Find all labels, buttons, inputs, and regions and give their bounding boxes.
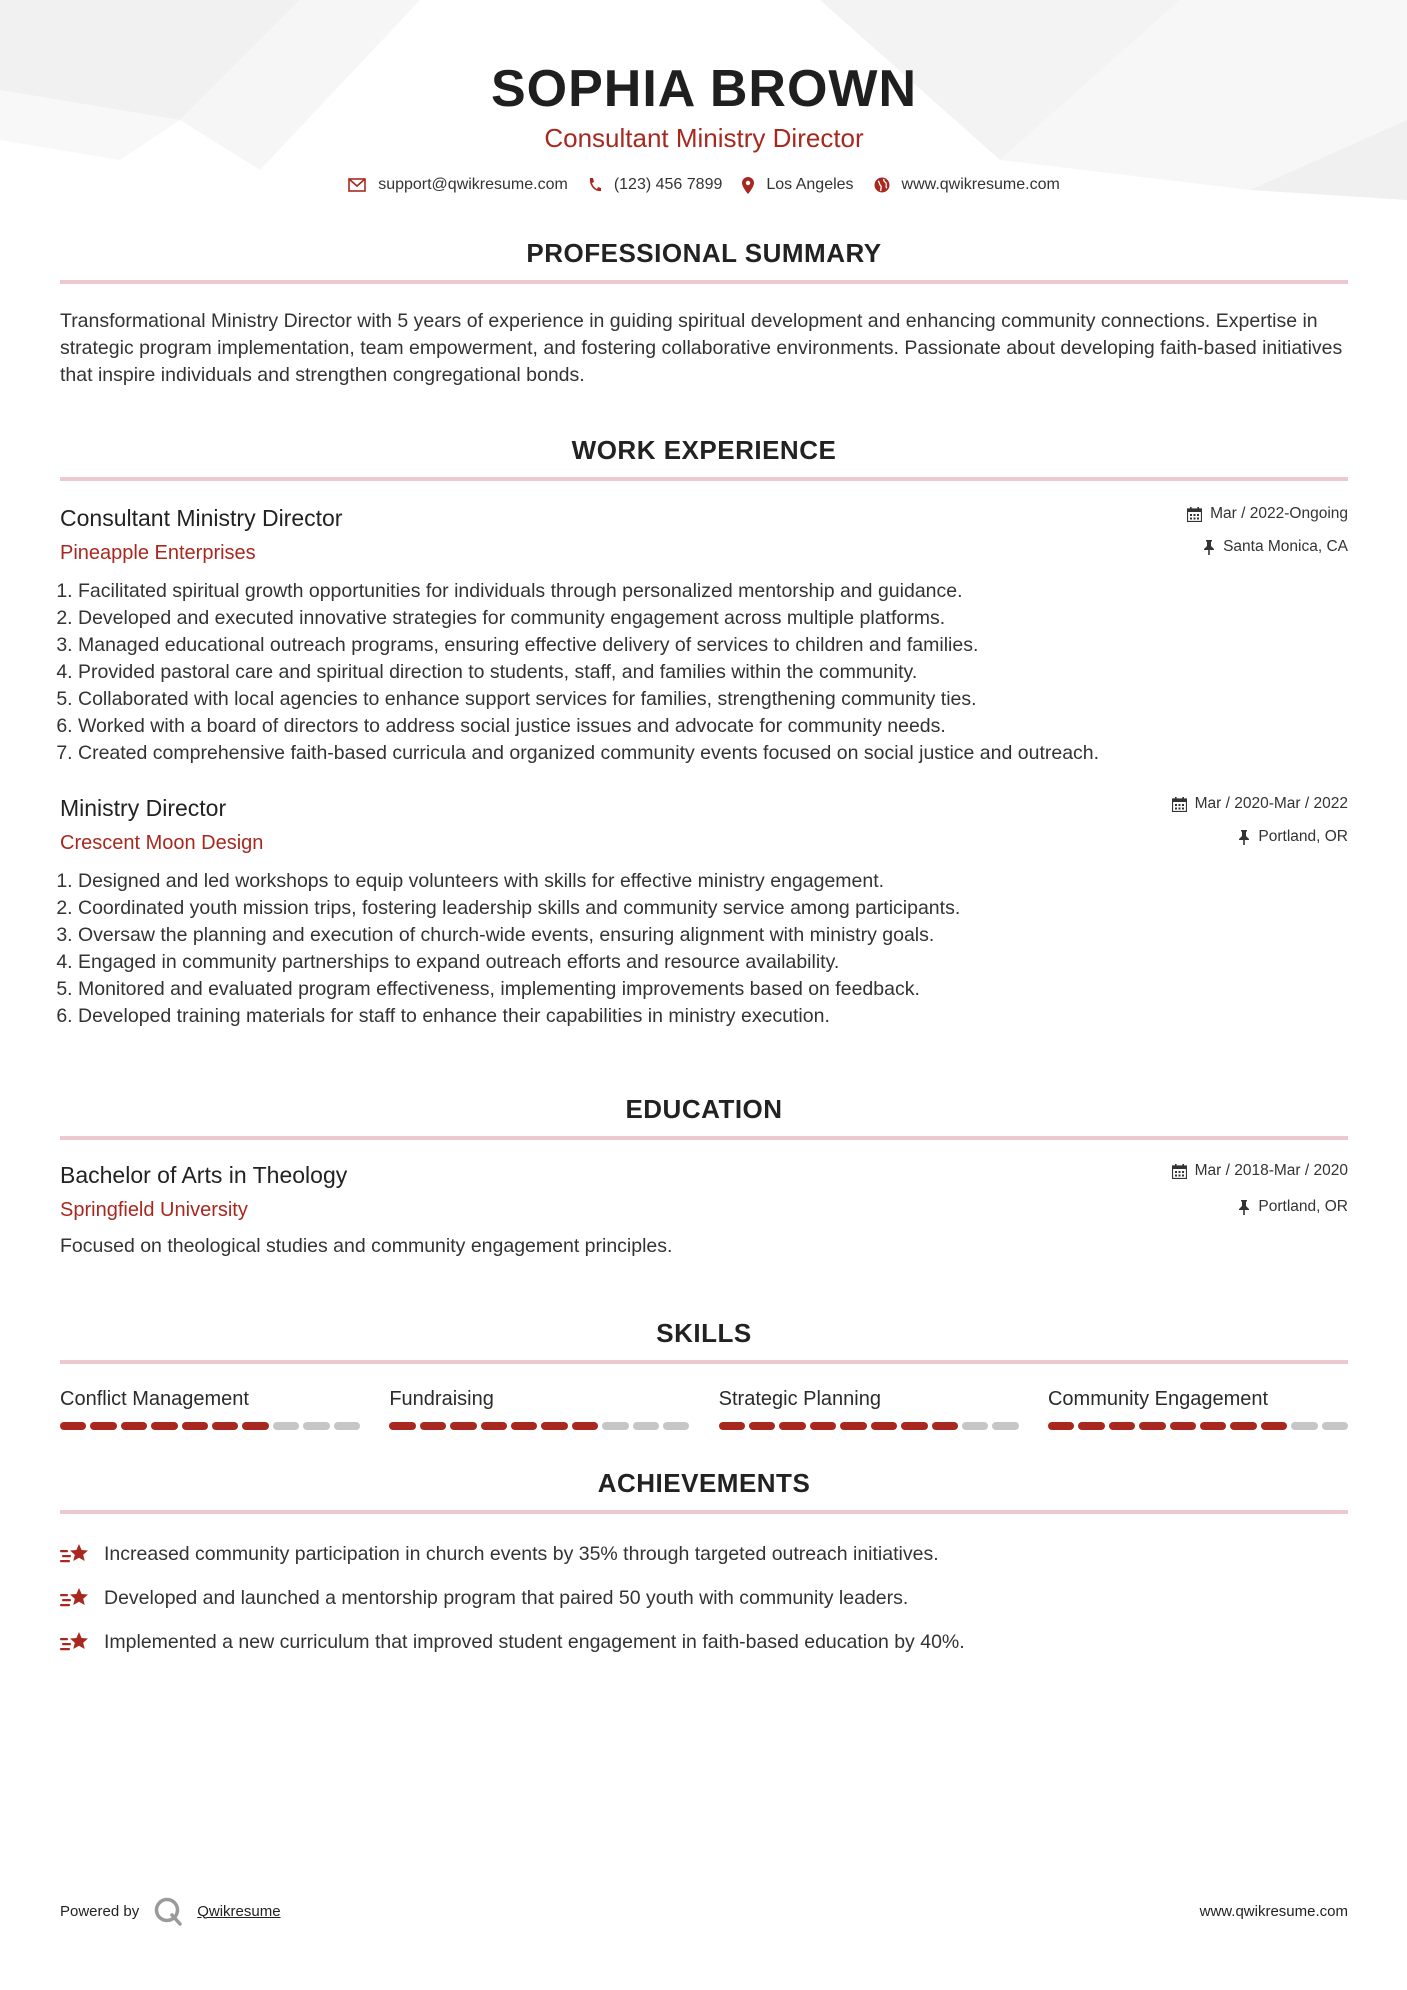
achievements-section [60, 1466, 1348, 1664]
candidate-title: Consultant Ministry Director [544, 123, 864, 153]
education-dates: Mar / 2018-Mar / 2020 [1194, 1162, 1348, 1179]
skill-segment-filled [901, 1422, 927, 1430]
pushpin-icon [1238, 830, 1250, 845]
skill-item [719, 1386, 1019, 1430]
list-item: 1. Designed and led workshops to equip volunteers with skills for effective ministry engagement. [78, 868, 1348, 895]
section-divider [60, 1510, 1348, 1514]
job-bullets [60, 868, 1348, 1030]
education-heading: EDUCATION [625, 1094, 783, 1124]
skill-segment-filled [60, 1422, 86, 1430]
skill-segment-empty [633, 1422, 659, 1430]
job-entry [60, 503, 1348, 767]
globe-icon [874, 177, 890, 193]
skill-segment-filled [242, 1422, 268, 1430]
job-dates: Mar / 2020-Mar / 2022 [1194, 795, 1348, 812]
section-divider [60, 280, 1348, 284]
skill-segment-filled [1139, 1422, 1165, 1430]
skill-item [60, 1386, 360, 1430]
skill-level-bar [60, 1422, 360, 1430]
brand-link[interactable]: Qwikresume [197, 1902, 281, 1920]
list-item: 5. Monitored and evaluated program effectiveness, implementing improvements based on feedback. [78, 976, 1348, 1003]
powered-by-label: Powered by [60, 1902, 140, 1920]
skill-segment-filled [511, 1422, 537, 1430]
contact-email[interactable] [348, 176, 568, 194]
skill-segment-filled [871, 1422, 897, 1430]
experience-section [60, 433, 1348, 1030]
resume-page [60, 0, 1348, 1664]
skill-segment-empty [303, 1422, 329, 1430]
contact-phone[interactable] [588, 176, 723, 194]
experience-heading: WORK EXPERIENCE [571, 435, 837, 465]
list-item [60, 1532, 1348, 1576]
skill-segment-empty [1291, 1422, 1317, 1430]
section-divider [60, 477, 1348, 481]
summary-section [60, 236, 1348, 389]
skill-segment-empty [602, 1422, 628, 1430]
calendar-icon [1172, 797, 1187, 812]
list-item: 3. Managed educational outreach programs, ensuring effective delivery of services to children and families. [78, 632, 1348, 659]
job-title: Consultant Ministry Director [60, 505, 343, 531]
skill-segment-empty [962, 1422, 988, 1430]
skill-segment-filled [810, 1422, 836, 1430]
skill-segment-filled [481, 1422, 507, 1430]
skill-level-bar [719, 1422, 1019, 1430]
skill-segment-filled [182, 1422, 208, 1430]
envelope-icon [348, 178, 366, 192]
skill-segment-filled [840, 1422, 866, 1430]
skill-item [389, 1386, 689, 1430]
skill-segment-filled [151, 1422, 177, 1430]
skill-segment-filled [420, 1422, 446, 1430]
skill-segment-filled [1109, 1422, 1135, 1430]
shooting-star-icon [60, 1541, 92, 1567]
shooting-star-icon [60, 1629, 92, 1655]
skill-segment-empty [1322, 1422, 1348, 1430]
contact-bar [60, 174, 1348, 196]
list-item: 6. Worked with a board of directors to address social justice issues and advocate for community needs. [78, 713, 1348, 740]
skill-segment-filled [749, 1422, 775, 1430]
achievements-heading: ACHIEVEMENTS [597, 1468, 811, 1498]
contact-phone-text: (123) 456 7899 [613, 176, 723, 193]
skill-segment-filled [121, 1422, 147, 1430]
education-description: Focused on theological studies and community engagement principles. [60, 1235, 673, 1257]
phone-icon [588, 177, 602, 193]
pushpin-icon [1203, 540, 1215, 555]
skill-segment-filled [572, 1422, 598, 1430]
candidate-name: SOPHIA BROWN [490, 60, 918, 118]
calendar-icon [1172, 1164, 1187, 1179]
education-section [60, 1092, 1348, 1260]
job-bullets [60, 578, 1348, 767]
skill-name: Conflict Management [60, 1388, 249, 1410]
achievements-list [60, 1532, 1348, 1664]
list-item: 3. Oversaw the planning and execution of church-wide events, ensuring alignment with ministry goals. [78, 922, 1348, 949]
skill-segment-empty [663, 1422, 689, 1430]
skill-segment-empty [334, 1422, 360, 1430]
skill-name: Fundraising [389, 1388, 494, 1410]
list-item: 2. Developed and executed innovative strategies for community engagement across multiple platforms. [78, 605, 1348, 632]
list-item: 4. Engaged in community partnerships to expand outreach efforts and resource availability. [78, 949, 1348, 976]
skill-item [1048, 1386, 1348, 1430]
skill-segment-empty [992, 1422, 1018, 1430]
skills-section [60, 1316, 1348, 1430]
list-item: 6. Developed training materials for staff to enhance their capabilities in ministry execution. [78, 1003, 1348, 1030]
section-divider [60, 1136, 1348, 1140]
job-dates: Mar / 2022-Ongoing [1210, 505, 1348, 522]
skill-segment-filled [779, 1422, 805, 1430]
resume-header [60, 0, 1348, 196]
skill-level-bar [1048, 1422, 1348, 1430]
skills-heading: SKILLS [656, 1318, 752, 1348]
job-entry [60, 793, 1348, 1030]
skill-segment-filled [1261, 1422, 1287, 1430]
achievement-text: Increased community participation in church events by 35% through targeted outreach initiatives. [104, 1542, 939, 1565]
job-location: Portland, OR [1258, 828, 1348, 845]
degree-title: Bachelor of Arts in Theology [60, 1162, 348, 1188]
skill-segment-filled [1200, 1422, 1226, 1430]
pushpin-icon [1238, 1200, 1250, 1215]
skill-name: Strategic Planning [718, 1388, 881, 1410]
skill-segment-filled [90, 1422, 116, 1430]
shooting-star-icon [60, 1585, 92, 1611]
contact-location [742, 176, 853, 194]
list-item: 4. Provided pastoral care and spiritual direction to students, staff, and families within the community. [78, 659, 1348, 686]
calendar-icon [1187, 507, 1202, 522]
skill-segment-filled [719, 1422, 745, 1430]
summary-heading: PROFESSIONAL SUMMARY [526, 238, 882, 268]
contact-email-text: support@qwikresume.com [378, 176, 568, 193]
page-footer [60, 1896, 1348, 1926]
skill-level-bar [389, 1422, 689, 1430]
skill-segment-filled [541, 1422, 567, 1430]
qwikresume-logo-icon [153, 1896, 183, 1926]
education-entry [60, 1160, 1348, 1260]
skill-segment-filled [389, 1422, 415, 1430]
job-company: Pineapple Enterprises [60, 542, 256, 564]
job-location: Santa Monica, CA [1223, 538, 1348, 555]
skill-segment-empty [273, 1422, 299, 1430]
list-item: 7. Created comprehensive faith-based curricula and organized community events focused on social justice and outreach. [78, 740, 1348, 767]
skill-segment-filled [1230, 1422, 1256, 1430]
skills-list [60, 1386, 1348, 1430]
job-title: Ministry Director [60, 795, 227, 821]
contact-website-text: www.qwikresume.com [901, 176, 1060, 193]
school-name: Springfield University [60, 1199, 248, 1221]
skill-segment-filled [1048, 1422, 1074, 1430]
skill-segment-filled [932, 1422, 958, 1430]
skill-segment-filled [1170, 1422, 1196, 1430]
skill-segment-filled [212, 1422, 238, 1430]
map-pin-icon [742, 177, 754, 194]
list-item: 2. Coordinated youth mission trips, fostering leadership skills and community service among participants. [78, 895, 1348, 922]
list-item [60, 1576, 1348, 1620]
contact-location-text: Los Angeles [766, 176, 854, 193]
education-location: Portland, OR [1258, 1198, 1348, 1215]
list-item: 1. Facilitated spiritual growth opportunities for individuals through personalized mentorship and guidance. [78, 578, 1348, 605]
summary-text: Transformational Ministry Director with 5 years of experience in guiding spiritual development and enhancing community connections. Expertise in strategic program implementation, team empowerment, and fostering collaborative environments. Passionate about developing faith-based initiatives that inspire individuals and strengthen congregational bonds. [60, 310, 1343, 386]
skill-segment-filled [450, 1422, 476, 1430]
list-item: 5. Collaborated with local agencies to enhance support services for families, strengthening community ties. [78, 686, 1348, 713]
skill-segment-filled [1078, 1422, 1104, 1430]
section-divider [60, 1360, 1348, 1364]
contact-website[interactable] [874, 176, 1060, 194]
footer-website[interactable]: www.qwikresume.com [1199, 1902, 1348, 1920]
job-company: Crescent Moon Design [60, 832, 264, 854]
achievement-text: Implemented a new curriculum that improved student engagement in faith-based education by 40%. [104, 1630, 965, 1653]
list-item [60, 1620, 1348, 1664]
skill-name: Community Engagement [1047, 1388, 1269, 1410]
achievement-text: Developed and launched a mentorship program that paired 50 youth with community leaders. [104, 1586, 909, 1609]
